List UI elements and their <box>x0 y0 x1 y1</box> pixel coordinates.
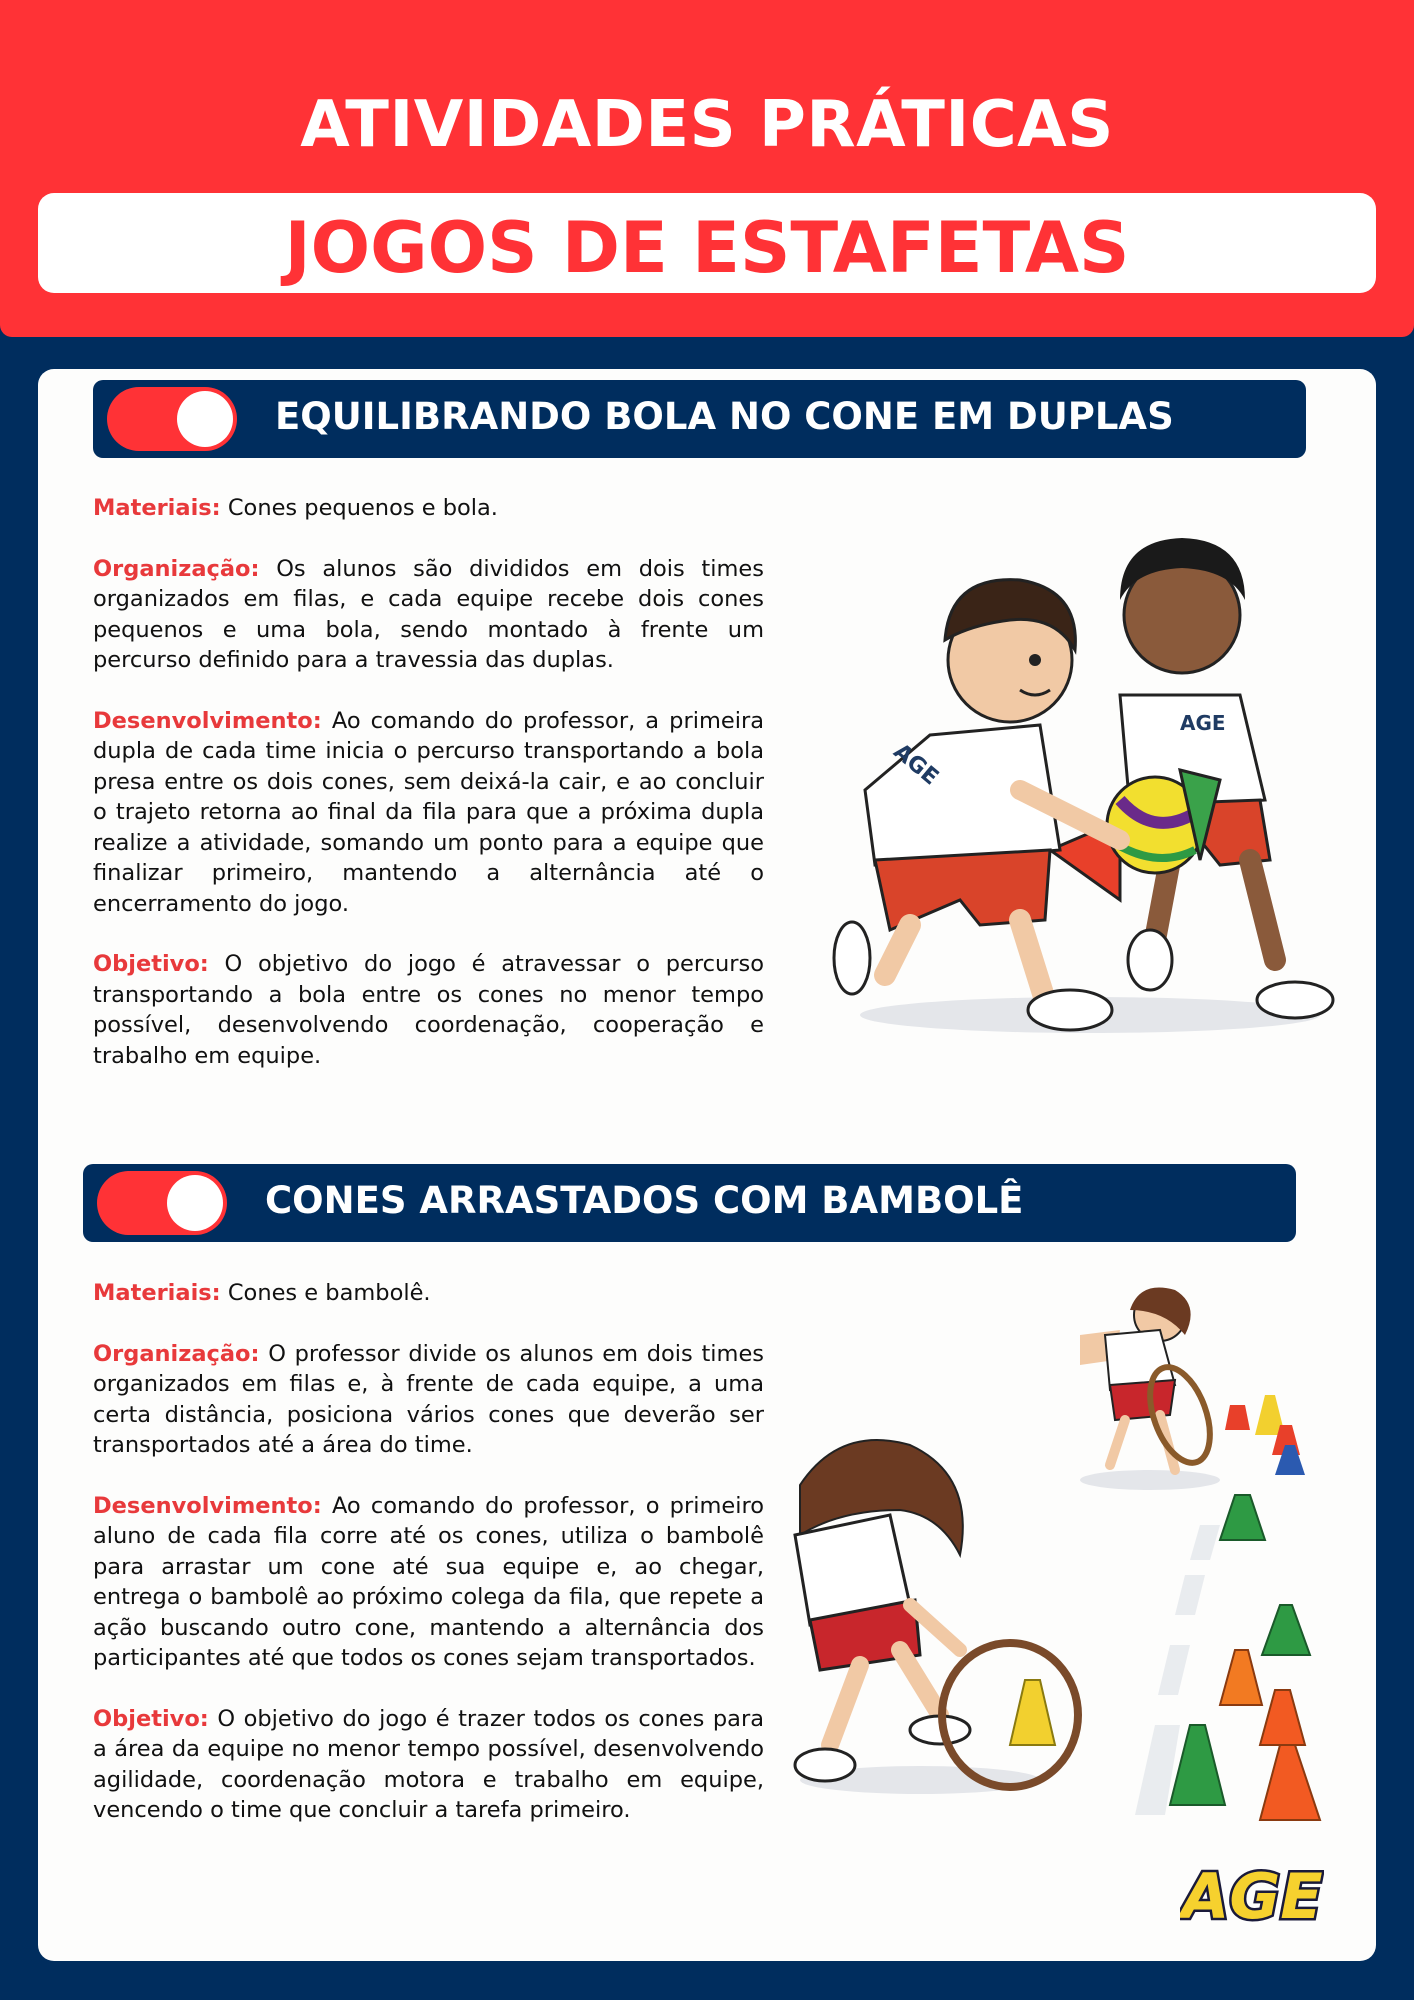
desenvolvimento-paragraph <box>93 706 764 920</box>
materiais-paragraph <box>93 1278 764 1309</box>
organizacao-text: Os alunos são divididos em dois times organizados em filas, e cada equipe recebe dois cones pequenos e uma bola, sendo montado à frente um percurso definido para a travessia das duplas. <box>93 555 764 673</box>
page-subtitle: JOGOS DE ESTAFETAS <box>284 207 1130 289</box>
materiais-label: Materiais: <box>93 495 221 521</box>
header-banner <box>0 0 1414 337</box>
section-header-2 <box>83 1164 1296 1242</box>
objetivo-paragraph <box>93 1704 764 1826</box>
section-body-2 <box>93 1278 764 1856</box>
toggle-icon <box>97 1171 227 1235</box>
materiais-label: Materiais: <box>93 1280 221 1306</box>
organizacao-paragraph <box>93 554 764 676</box>
desenvolvimento-label: Desenvolvimento: <box>93 707 322 734</box>
organizacao-paragraph <box>93 1339 764 1461</box>
materiais-paragraph <box>93 493 764 524</box>
shirt-text: AGE <box>1180 711 1226 735</box>
objetivo-label: Objetivo: <box>93 1705 209 1732</box>
desenvolvimento-label: Desenvolvimento: <box>93 1492 322 1519</box>
illustration-kids-balancing-ball <box>820 520 1340 1040</box>
objetivo-label: Objetivo: <box>93 951 209 977</box>
desenvolvimento-text: Ao comando do professor, a primeira dupla de cada time inicia o percurso transportando a bola presa entre os dois cones, sem deixá-la cair, e ao concluir o trajeto retorna ao final da fila para que a próxima dupla realize a atividade, somando um ponto para a equipe que finalizar primeiro, mantendo a alternância até o encerramento do jogo. <box>93 707 764 917</box>
organizacao-label: Organização: <box>93 555 260 582</box>
objetivo-text: O objetivo do jogo é trazer todos os cones para a área da equipe no menor tempo possível, desenvolvendo agilidade, coordenação motora e trabalho em equipe, vencendo o time que concluir a tarefa primeiro. <box>93 1705 764 1823</box>
section-title-1: EQUILIBRANDO BOLA NO CONE EM DUPLAS <box>275 395 1174 438</box>
age-logo <box>1180 1862 1324 1932</box>
section-body-1 <box>93 493 764 1101</box>
objetivo-text: O objetivo do jogo é atravessar o percurso transportando a bola entre os cones no menor tempo possível, desenvolvendo coordenação, cooperação e trabalho em equipe. <box>93 951 764 1069</box>
materiais-text: Cones pequenos e bola. <box>227 495 498 521</box>
organizacao-label: Organização: <box>93 1340 260 1367</box>
objetivo-paragraph <box>93 949 764 1071</box>
illustration-girls-hoop-cones <box>780 1275 1340 1835</box>
toggle-icon <box>107 387 237 451</box>
desenvolvimento-text: Ao comando do professor, o primeiro aluno de cada fila corre até os cones, utiliza o bambolê para arrastar um cone até sua equipe e, ao chegar, entrega o bambolê ao próximo colega da fila, que repete a ação buscando outro cone, mantendo a alternância dos participantes até que todos os cones sejam transportados. <box>93 1492 764 1671</box>
toggle-knob <box>167 1175 223 1231</box>
materiais-text: Cones e bambolê. <box>227 1280 431 1306</box>
page-title: ATIVIDADES PRÁTICAS <box>300 88 1114 162</box>
section-header-1 <box>93 380 1306 458</box>
section-title-2: CONES ARRASTADOS COM BAMBOLÊ <box>265 1179 1024 1222</box>
shirt-text: AGE <box>888 739 943 791</box>
desenvolvimento-paragraph <box>93 1491 764 1674</box>
organizacao-text: O professor divide os alunos em dois times organizados em filas e, à frente de cada equipe, a uma certa distância, posiciona vários cones que deverão ser transportados até a área do time. <box>93 1340 765 1458</box>
subtitle-box <box>38 193 1376 293</box>
svg-text:AGE: AGE <box>1181 1862 1323 1932</box>
toggle-knob <box>177 391 233 447</box>
